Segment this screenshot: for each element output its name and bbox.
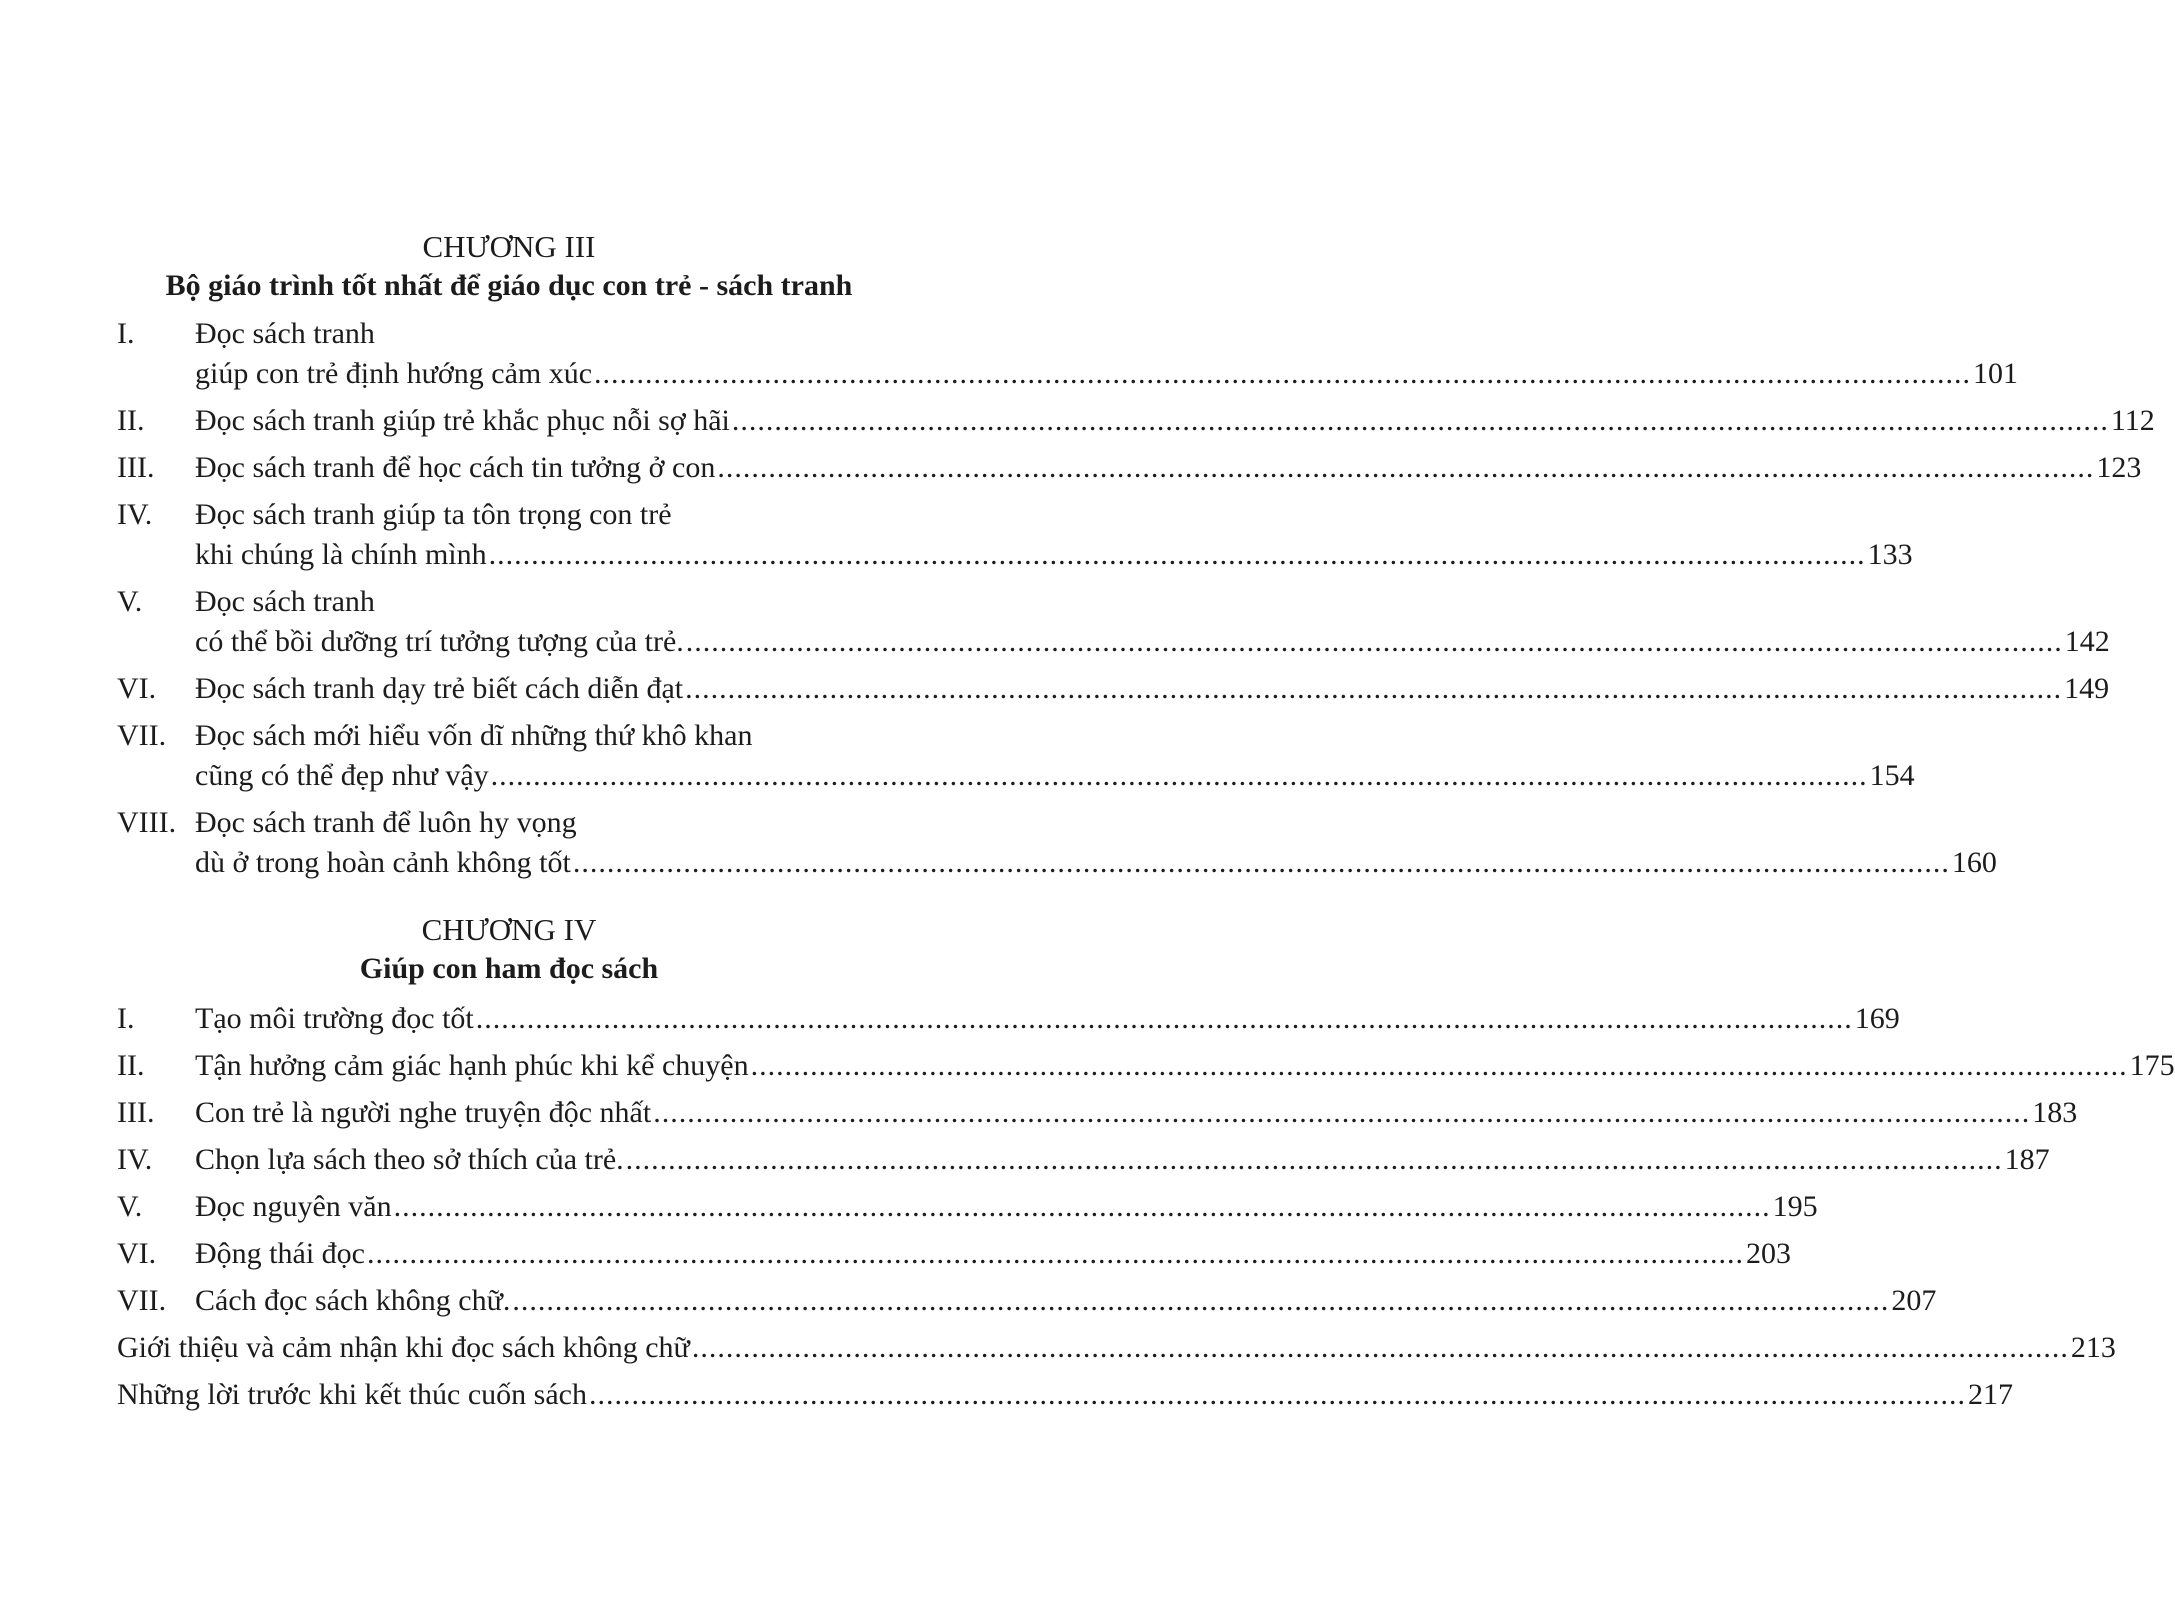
entry-title: có thể bồi dưỡng trí tưởng tượng của trẻ.	[195, 625, 684, 658]
toc-entry	[117, 1328, 2116, 1368]
entry-line	[195, 582, 901, 622]
chapter-entries	[117, 314, 2155, 883]
entry-title: Đọc sách tranh dạy trẻ biết cách diễn đạt	[195, 672, 684, 705]
page-number: 142	[2064, 625, 2110, 658]
entry-number: III.	[117, 451, 155, 484]
page-number: 160	[1951, 846, 1997, 879]
page-number: 169	[1854, 1002, 1900, 1035]
entry-body	[195, 582, 2110, 662]
chapter-title: Bộ giáo trình tốt nhất để giáo dục con trẻ - sách tranh	[165, 269, 853, 302]
entry-title: dù ở trong hoàn cảnh không tốt	[195, 846, 571, 879]
toc-entry	[117, 1140, 2050, 1180]
toc-entry	[117, 314, 2019, 394]
entry-line	[195, 843, 1997, 883]
chapter-heading	[117, 911, 901, 989]
entry-body	[195, 1140, 2050, 1180]
entry-body	[195, 314, 2019, 394]
toc-entry	[117, 669, 2110, 709]
entry-title: Giới thiệu và cảm nhận khi đọc sách không chữ	[117, 1331, 690, 1364]
toc-entry	[117, 1234, 1791, 1274]
entry-line	[195, 999, 1900, 1039]
entry-title: cũng có thể đẹp như vậy	[195, 759, 489, 792]
entry-title: Đọc nguyên văn	[195, 1190, 392, 1223]
page-number: 149	[2064, 672, 2110, 705]
entry-line	[195, 1140, 2050, 1180]
entry-number: III.	[117, 1096, 155, 1129]
entry-number: II.	[117, 1049, 145, 1082]
entry-number: V.	[117, 585, 143, 618]
entry-line	[195, 622, 2110, 662]
page-number: 195	[1772, 1190, 1818, 1223]
page-number: 101	[1973, 357, 2019, 390]
entry-body	[195, 1281, 1937, 1321]
entry-title: Tận hưởng cảm giác hạnh phúc khi kể chuyện	[195, 1049, 749, 1082]
chapter-entries	[117, 999, 2175, 1321]
page-number: 183	[2032, 1096, 2078, 1129]
entry-title: Đọc sách mới hiểu vốn dĩ những thứ khô khan	[195, 719, 753, 752]
dot-leader	[367, 1234, 1744, 1274]
entry-title: Động thái đọc	[195, 1237, 365, 1270]
dot-leader	[394, 1187, 1771, 1227]
toc-entry	[117, 999, 1900, 1039]
entry-number: VII.	[117, 1284, 167, 1317]
entry-line	[195, 314, 901, 354]
entry-number: V.	[117, 1190, 143, 1223]
entry-number: IV.	[117, 498, 153, 531]
entry-number: II.	[117, 404, 145, 437]
entry-line	[195, 448, 2142, 488]
entry-body	[195, 1093, 2078, 1133]
dot-leader	[653, 1093, 2030, 1133]
entry-title: Chọn lựa sách theo sở thích của trẻ.	[195, 1143, 624, 1176]
entry-title: Đọc sách tranh để luôn hy vọng	[195, 806, 577, 839]
entry-title: Con trẻ là người nghe truyện độc nhất	[195, 1096, 652, 1129]
entry-body	[195, 1046, 2175, 1086]
dot-leader	[732, 401, 2109, 441]
chapter-label: CHƯƠNG III	[422, 229, 596, 264]
dot-leader	[751, 1046, 2128, 1086]
entry-line	[195, 803, 901, 843]
dot-leader	[686, 622, 2063, 662]
entry-body	[195, 669, 2110, 709]
entry-title: Đọc sách tranh để học cách tin tưởng ở con	[195, 451, 716, 484]
page-number: 217	[1967, 1378, 2013, 1411]
dot-leader	[476, 999, 1853, 1039]
dot-leader	[717, 448, 2094, 488]
toc-entry	[117, 1281, 1937, 1321]
toc-entry	[117, 582, 2110, 662]
toc-entry	[117, 495, 1913, 575]
entry-title: Cách đọc sách không chữ.	[195, 1284, 511, 1317]
toc-entry	[117, 1046, 2175, 1086]
entry-body	[195, 448, 2142, 488]
entry-body	[195, 401, 2155, 441]
entry-title: Đọc sách tranh giúp ta tôn trọng con trẻ	[195, 498, 672, 531]
toc-entry	[117, 448, 2142, 488]
entry-number: VII.	[117, 719, 167, 752]
toc-entry	[117, 716, 1915, 796]
chapter-label: CHƯƠNG IV	[421, 912, 597, 947]
page-number: 187	[2004, 1143, 2050, 1176]
entry-number: I.	[117, 1002, 135, 1035]
entry-line	[195, 495, 901, 535]
entry-title: Đọc sách tranh	[195, 585, 375, 618]
page-number: 133	[1867, 538, 1913, 571]
entry-line	[195, 1046, 2175, 1086]
entry-number: VIII.	[117, 806, 177, 839]
entry-body	[195, 999, 1900, 1039]
entry-line	[195, 716, 901, 756]
entry-line	[195, 1187, 1818, 1227]
entry-body	[195, 495, 1913, 575]
page-number: 154	[1869, 759, 1915, 792]
page-number: 203	[1745, 1237, 1791, 1270]
entry-line	[195, 1234, 1791, 1274]
entry-body	[195, 1234, 1791, 1274]
dot-leader	[491, 756, 1868, 796]
entry-title: giúp con trẻ định hướng cảm xúc	[195, 357, 593, 390]
dot-leader	[594, 354, 1971, 394]
chapter-title: Giúp con ham đọc sách	[359, 952, 659, 985]
toc-entry	[117, 1187, 1818, 1227]
extra-entries	[117, 1328, 2116, 1415]
page-number: 175	[2129, 1049, 2175, 1082]
dot-leader	[626, 1140, 2003, 1180]
entry-number: VI.	[117, 672, 157, 705]
entry-title: khi chúng là chính mình	[195, 538, 487, 571]
entry-body	[195, 803, 1997, 883]
entry-line	[117, 1328, 2116, 1368]
entry-number: I.	[117, 317, 135, 350]
dot-leader	[489, 535, 1866, 575]
entry-title: Tạo môi trường đọc tốt	[195, 1002, 474, 1035]
dot-leader	[589, 1375, 1966, 1415]
entry-number: IV.	[117, 1143, 153, 1176]
entry-line	[117, 1375, 2013, 1415]
page-number: 213	[2070, 1331, 2116, 1364]
table-of-contents	[117, 228, 2175, 1422]
entry-line	[195, 354, 2019, 394]
entry-title: Đọc sách tranh giúp trẻ khắc phục nỗi sợ hãi	[195, 404, 730, 437]
entry-line	[195, 401, 2155, 441]
page-number: 123	[2096, 451, 2142, 484]
page-number: 112	[2110, 404, 2155, 437]
entry-body	[195, 716, 1915, 796]
dot-leader	[685, 669, 2062, 709]
entry-title: Đọc sách tranh	[195, 317, 375, 350]
dot-leader	[512, 1281, 1889, 1321]
toc-entry	[117, 1375, 2013, 1415]
toc-entry	[117, 1093, 2078, 1133]
entry-line	[195, 1281, 1937, 1321]
toc-entry	[117, 803, 1997, 883]
chapter-heading	[117, 228, 901, 306]
dot-leader	[692, 1328, 2069, 1368]
entry-body	[195, 1187, 1818, 1227]
entry-line	[195, 1093, 2078, 1133]
entry-title: Những lời trước khi kết thúc cuốn sách	[117, 1378, 587, 1411]
toc-entry	[117, 401, 2155, 441]
page-number: 207	[1891, 1284, 1937, 1317]
entry-line	[195, 756, 1915, 796]
dot-leader	[573, 843, 1950, 883]
entry-number: VI.	[117, 1237, 157, 1270]
entry-line	[195, 669, 2110, 709]
entry-line	[195, 535, 1913, 575]
